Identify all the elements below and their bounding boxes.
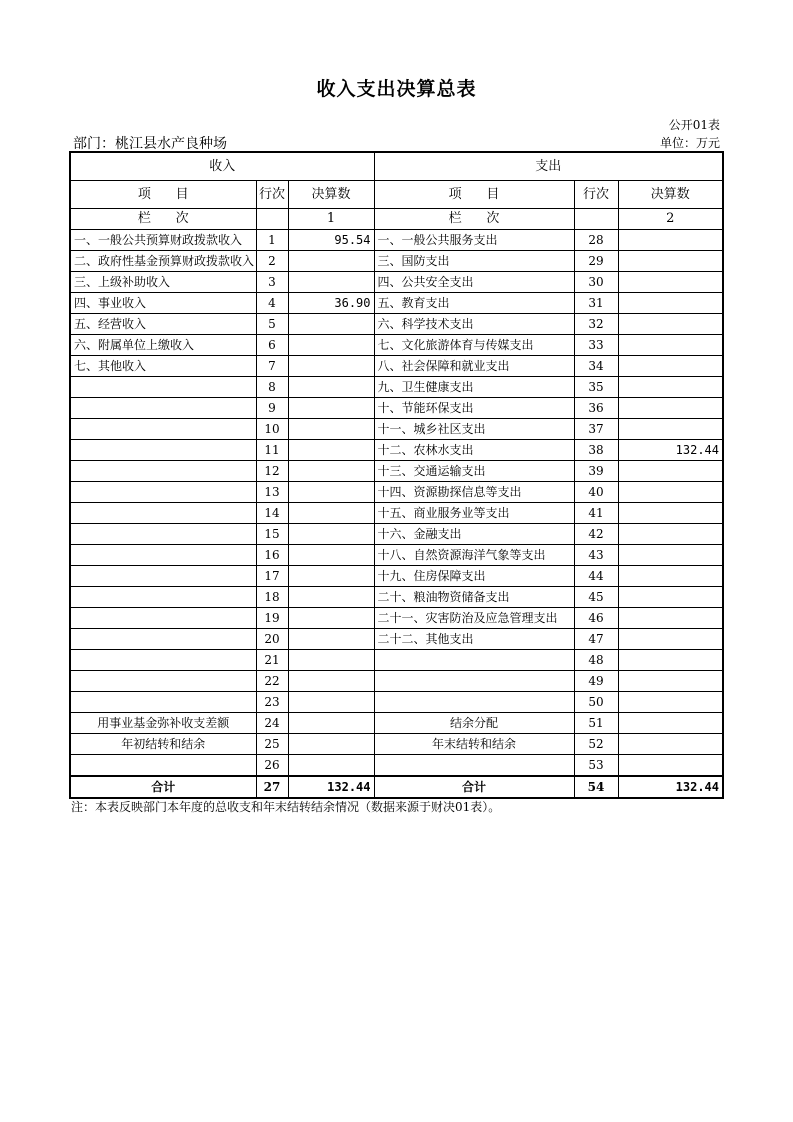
expense-item-cell: 十四、资源勘探信息等支出	[374, 482, 574, 503]
table-row	[70, 440, 723, 461]
income-amount-cell	[288, 545, 374, 566]
income-col-number: 1	[288, 209, 374, 230]
income-header: 收入	[70, 152, 374, 181]
expense-item-cell: 二十二、其他支出	[374, 629, 574, 650]
expense-item-cell: 四、公共安全支出	[374, 272, 574, 293]
income-amount-cell: 36.90	[288, 293, 374, 314]
expense-item-header: 项 目	[374, 181, 574, 209]
expense-line-cell: 38	[574, 440, 618, 461]
income-amount-cell	[288, 713, 374, 734]
expense-item-cell: 二十、粮油物资储备支出	[374, 587, 574, 608]
income-item-cell	[70, 566, 256, 587]
table-row	[70, 650, 723, 671]
income-total-amount: 132.44	[288, 776, 374, 798]
expense-line-cell: 42	[574, 524, 618, 545]
income-item-cell	[70, 419, 256, 440]
expense-line-cell: 49	[574, 671, 618, 692]
expense-line-cell: 47	[574, 629, 618, 650]
table-row	[70, 377, 723, 398]
income-amount-cell	[288, 461, 374, 482]
expense-amount-cell	[618, 587, 723, 608]
expense-amount-cell	[618, 629, 723, 650]
income-line-cell: 1	[256, 230, 288, 251]
income-amount-header: 决算数	[288, 181, 374, 209]
income-amount-cell	[288, 734, 374, 755]
expense-item-cell: 十二、农林水支出	[374, 440, 574, 461]
income-item-cell: 年初结转和结余	[70, 734, 256, 755]
income-col-line-empty	[256, 209, 288, 230]
table-row	[70, 734, 723, 755]
expense-line-cell: 51	[574, 713, 618, 734]
table-row	[70, 587, 723, 608]
income-amount-cell	[288, 755, 374, 777]
income-amount-cell	[288, 440, 374, 461]
income-amount-cell	[288, 356, 374, 377]
expense-amount-cell	[618, 419, 723, 440]
expense-amount-cell	[618, 335, 723, 356]
table-row	[70, 692, 723, 713]
expense-amount-cell	[618, 356, 723, 377]
income-amount-cell	[288, 377, 374, 398]
expense-col-label: 栏 次	[374, 209, 574, 230]
income-amount-cell	[288, 482, 374, 503]
expense-amount-cell	[618, 650, 723, 671]
expense-item-cell: 十九、住房保障支出	[374, 566, 574, 587]
expense-item-cell: 十、节能环保支出	[374, 398, 574, 419]
income-item-cell	[70, 440, 256, 461]
table-row	[70, 713, 723, 734]
income-item-cell	[70, 377, 256, 398]
table-row	[70, 671, 723, 692]
expense-item-cell	[374, 671, 574, 692]
income-line-cell: 2	[256, 251, 288, 272]
expense-item-cell: 年末结转和结余	[374, 734, 574, 755]
expense-line-cell: 52	[574, 734, 618, 755]
expense-amount-cell	[618, 566, 723, 587]
expense-amount-cell	[618, 545, 723, 566]
income-line-cell: 18	[256, 587, 288, 608]
table-row	[70, 314, 723, 335]
expense-item-cell: 六、科学技术支出	[374, 314, 574, 335]
income-line-cell: 25	[256, 734, 288, 755]
income-expense-table	[69, 151, 724, 799]
income-item-cell	[70, 545, 256, 566]
expense-amount-header: 决算数	[618, 181, 723, 209]
expense-amount-cell	[618, 314, 723, 335]
income-line-header: 行次	[256, 181, 288, 209]
income-item-cell	[70, 503, 256, 524]
income-item-cell: 用事业基金弥补收支差额	[70, 713, 256, 734]
expense-total-line: 54	[574, 776, 618, 798]
income-line-cell: 22	[256, 671, 288, 692]
expense-line-cell: 39	[574, 461, 618, 482]
income-amount-cell	[288, 650, 374, 671]
expense-item-cell: 七、文化旅游体育与传媒支出	[374, 335, 574, 356]
income-item-cell: 七、其他收入	[70, 356, 256, 377]
income-amount-cell	[288, 608, 374, 629]
income-item-cell	[70, 692, 256, 713]
income-line-cell: 26	[256, 755, 288, 777]
header-row-colnum	[70, 209, 723, 230]
expense-col-line-empty	[574, 209, 618, 230]
income-item-cell	[70, 608, 256, 629]
expense-line-cell: 29	[574, 251, 618, 272]
income-item-cell: 一、一般公共预算财政拨款收入	[70, 230, 256, 251]
income-total-line: 27	[256, 776, 288, 798]
expense-line-cell: 36	[574, 398, 618, 419]
income-line-cell: 12	[256, 461, 288, 482]
expense-amount-cell	[618, 398, 723, 419]
table-row	[70, 545, 723, 566]
department-label: 部门：桃江县水产良种场	[73, 136, 227, 152]
expense-item-cell	[374, 692, 574, 713]
income-item-header: 项 目	[70, 181, 256, 209]
table-row	[70, 608, 723, 629]
expense-item-cell: 二十一、灾害防治及应急管理支出	[374, 608, 574, 629]
expense-header: 支出	[374, 152, 723, 181]
table-row	[70, 461, 723, 482]
expense-line-cell: 53	[574, 755, 618, 777]
income-line-cell: 9	[256, 398, 288, 419]
income-line-cell: 15	[256, 524, 288, 545]
table-row	[70, 503, 723, 524]
expense-line-cell: 33	[574, 335, 618, 356]
expense-amount-cell	[618, 755, 723, 777]
income-line-cell: 8	[256, 377, 288, 398]
income-line-cell: 14	[256, 503, 288, 524]
expense-amount-cell	[618, 608, 723, 629]
expense-col-number: 2	[618, 209, 723, 230]
income-item-cell	[70, 755, 256, 777]
expense-item-cell: 结余分配	[374, 713, 574, 734]
expense-line-cell: 35	[574, 377, 618, 398]
income-line-cell: 13	[256, 482, 288, 503]
income-line-cell: 6	[256, 335, 288, 356]
expense-amount-cell	[618, 503, 723, 524]
footnote: 注：本表反映部门本年度的总收支和年末结转结余情况（数据来源于财决01表）。	[71, 800, 501, 814]
expense-item-cell	[374, 650, 574, 671]
table-row	[70, 356, 723, 377]
expense-amount-cell	[618, 734, 723, 755]
expense-amount-cell	[618, 293, 723, 314]
expense-item-cell: 十八、自然资源海洋气象等支出	[374, 545, 574, 566]
income-line-cell: 23	[256, 692, 288, 713]
expense-amount-cell	[618, 461, 723, 482]
table-row	[70, 419, 723, 440]
expense-amount-cell: 132.44	[618, 440, 723, 461]
income-amount-cell	[288, 671, 374, 692]
expense-item-cell	[374, 755, 574, 777]
expense-amount-cell	[618, 524, 723, 545]
income-item-cell	[70, 524, 256, 545]
expense-line-cell: 50	[574, 692, 618, 713]
page-title: 收入支出决算总表	[316, 78, 477, 100]
expense-line-cell: 48	[574, 650, 618, 671]
table-row	[70, 755, 723, 777]
table-row	[70, 251, 723, 272]
expense-total-amount: 132.44	[618, 776, 723, 798]
income-amount-cell	[288, 314, 374, 335]
income-item-cell: 六、附属单位上缴收入	[70, 335, 256, 356]
expense-item-cell: 十五、商业服务业等支出	[374, 503, 574, 524]
table-row	[70, 230, 723, 251]
income-item-cell	[70, 629, 256, 650]
income-amount-cell	[288, 335, 374, 356]
income-line-cell: 4	[256, 293, 288, 314]
expense-line-cell: 28	[574, 230, 618, 251]
income-item-cell: 四、事业收入	[70, 293, 256, 314]
expense-item-cell: 九、卫生健康支出	[374, 377, 574, 398]
expense-line-cell: 43	[574, 545, 618, 566]
expense-line-cell: 34	[574, 356, 618, 377]
income-amount-cell	[288, 587, 374, 608]
income-item-cell	[70, 671, 256, 692]
income-amount-cell	[288, 629, 374, 650]
expense-line-cell: 40	[574, 482, 618, 503]
expense-amount-cell	[618, 272, 723, 293]
income-line-cell: 11	[256, 440, 288, 461]
income-line-cell: 5	[256, 314, 288, 335]
income-item-cell	[70, 650, 256, 671]
expense-total-label: 合计	[374, 776, 574, 798]
income-amount-cell	[288, 251, 374, 272]
expense-line-cell: 31	[574, 293, 618, 314]
income-line-cell: 17	[256, 566, 288, 587]
income-total-label: 合计	[70, 776, 256, 798]
income-amount-cell	[288, 272, 374, 293]
header-row-columns	[70, 181, 723, 209]
income-line-cell: 24	[256, 713, 288, 734]
income-amount-cell	[288, 566, 374, 587]
income-item-cell: 三、上级补助收入	[70, 272, 256, 293]
income-line-cell: 21	[256, 650, 288, 671]
expense-line-cell: 37	[574, 419, 618, 440]
income-item-cell	[70, 482, 256, 503]
form-number: 公开01表	[668, 118, 720, 132]
income-item-cell	[70, 461, 256, 482]
income-line-cell: 20	[256, 629, 288, 650]
expense-item-cell: 十三、交通运输支出	[374, 461, 574, 482]
income-amount-cell	[288, 524, 374, 545]
expense-line-cell: 30	[574, 272, 618, 293]
expense-line-cell: 46	[574, 608, 618, 629]
header-row-sections	[70, 152, 723, 181]
expense-line-cell: 44	[574, 566, 618, 587]
expense-line-header: 行次	[574, 181, 618, 209]
income-amount-cell	[288, 692, 374, 713]
income-amount-cell	[288, 503, 374, 524]
total-row	[70, 776, 723, 798]
expense-amount-cell	[618, 692, 723, 713]
income-amount-cell	[288, 419, 374, 440]
income-line-cell: 16	[256, 545, 288, 566]
unit-label: 单位：万元	[659, 136, 720, 150]
income-item-cell	[70, 398, 256, 419]
expense-item-cell: 五、教育支出	[374, 293, 574, 314]
table-row	[70, 335, 723, 356]
expense-amount-cell	[618, 230, 723, 251]
expense-item-cell: 三、国防支出	[374, 251, 574, 272]
income-item-cell: 二、政府性基金预算财政拨款收入	[70, 251, 256, 272]
expense-amount-cell	[618, 251, 723, 272]
expense-item-cell: 十一、城乡社区支出	[374, 419, 574, 440]
income-amount-cell: 95.54	[288, 230, 374, 251]
table-row	[70, 398, 723, 419]
income-line-cell: 7	[256, 356, 288, 377]
expense-amount-cell	[618, 671, 723, 692]
expense-item-cell: 八、社会保障和就业支出	[374, 356, 574, 377]
expense-amount-cell	[618, 482, 723, 503]
table-row	[70, 272, 723, 293]
income-col-label: 栏 次	[70, 209, 256, 230]
table-row	[70, 629, 723, 650]
income-line-cell: 19	[256, 608, 288, 629]
expense-amount-cell	[618, 377, 723, 398]
income-amount-cell	[288, 398, 374, 419]
table-row	[70, 566, 723, 587]
income-line-cell: 3	[256, 272, 288, 293]
income-item-cell	[70, 587, 256, 608]
table-row	[70, 482, 723, 503]
table-row	[70, 524, 723, 545]
expense-line-cell: 32	[574, 314, 618, 335]
income-item-cell: 五、经营收入	[70, 314, 256, 335]
expense-line-cell: 45	[574, 587, 618, 608]
expense-item-cell: 十六、金融支出	[374, 524, 574, 545]
expense-line-cell: 41	[574, 503, 618, 524]
table-row	[70, 293, 723, 314]
income-line-cell: 10	[256, 419, 288, 440]
expense-item-cell: 一、一般公共服务支出	[374, 230, 574, 251]
expense-amount-cell	[618, 713, 723, 734]
